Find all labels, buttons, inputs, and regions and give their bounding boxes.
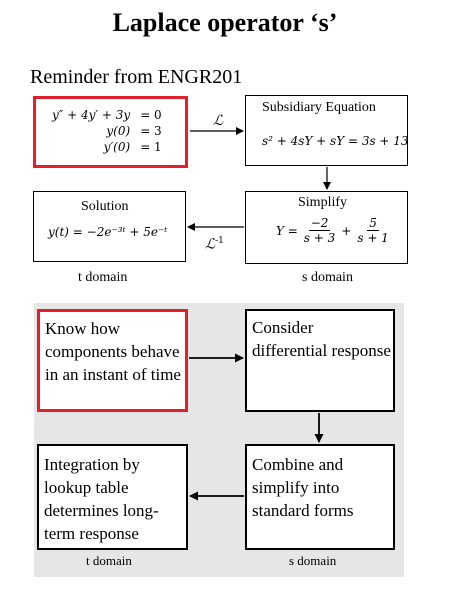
inverse-laplace-superscript: -1 (215, 236, 224, 246)
fraction-2-numerator: 5 (369, 216, 377, 230)
ode-row-1-lhs: y″ + 4y′ + 3y (52, 108, 131, 122)
fraction-2-denominator: s + 1 (357, 231, 389, 245)
laplace-label: ℒ (213, 113, 224, 129)
ode-row-2-rhs: = 3 (140, 124, 162, 138)
subsidiary-heading: Subsidiary Equation (262, 100, 376, 115)
consider-text: Consider differential response (252, 318, 391, 360)
page-subtitle: Reminder from ENGR201 (30, 66, 243, 88)
ode-row-3-rhs: = 1 (140, 140, 162, 154)
know-how-text: Know how components behave in an instant of time (45, 319, 181, 384)
top-t-domain-label: t domain (78, 270, 128, 285)
bottom-s-domain-label: s domain (289, 553, 337, 568)
bottom-t-domain-label: t domain (86, 553, 132, 568)
fraction-1-denominator: s + 3 (303, 231, 336, 245)
inverse-laplace-symbol: ℒ (205, 236, 216, 253)
simplify-heading: Simplify (298, 195, 348, 210)
integration-text: Integration by lookup table determines long-term response (44, 455, 159, 543)
solution-equation: y(t) = −2e⁻³ᵗ + 5e⁻ᵗ (48, 225, 168, 239)
ode-row-1-rhs: = 0 (140, 108, 162, 122)
simplify-plus: + (341, 223, 352, 238)
top-s-domain-label: s domain (302, 270, 353, 285)
solution-heading: Solution (81, 199, 129, 214)
page-title: Laplace operator ‘s’ (112, 8, 338, 37)
fraction-1-numerator: −2 (310, 216, 329, 230)
ode-row-2-lhs: y(0) (106, 124, 131, 138)
ode-row-3-lhs: y′(0) (103, 140, 131, 154)
combine-text: Combine and simplify into standard forms (252, 455, 354, 520)
subsidiary-equation: s² + 4sY + sY = 3s + 13 (262, 134, 409, 148)
bottom-arrows (0, 300, 450, 600)
simplify-lhs: Y = (276, 223, 298, 238)
